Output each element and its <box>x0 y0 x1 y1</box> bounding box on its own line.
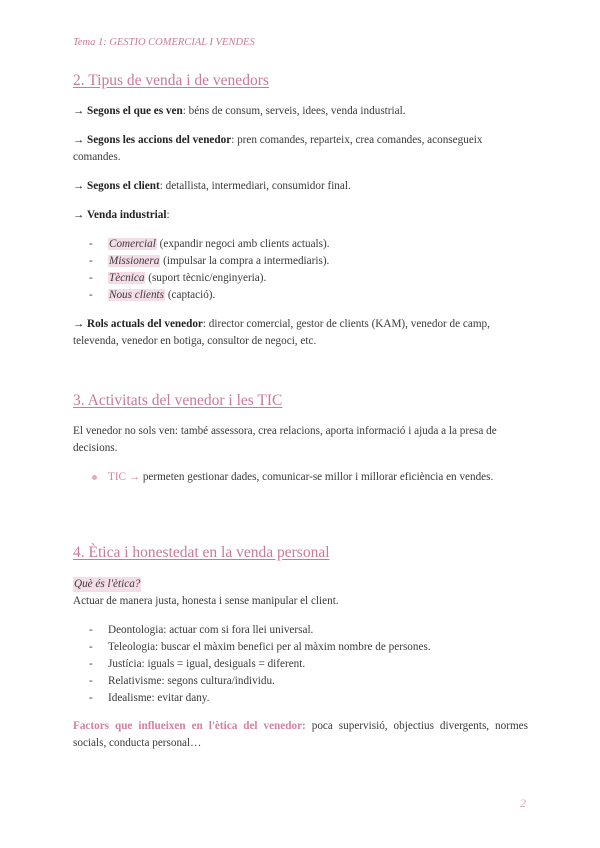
arrow-icon: → <box>73 318 85 330</box>
ethics-theories-list <box>89 622 529 707</box>
definition: : pren comandes, reparteix, crea comandes, aconsegueix comandes. <box>73 134 483 163</box>
list-item-text: (expandir negoci amb clients actuals). <box>156 238 330 250</box>
list-item-text: permeten gestionar dades, comunicar-se millor i millorar eficiència en vendes. <box>140 471 494 483</box>
list-item-text: (captació). <box>165 289 216 301</box>
section-3-intro: El venedor no sols ven: també assessora, crea relacions, aporta informació i ajuda a la presa de decisions. <box>73 425 497 454</box>
list-item: - Idealisme: evitar dany. <box>89 690 529 707</box>
term: Segons el client <box>86 180 160 192</box>
term: Segons el que es ven <box>86 105 183 117</box>
highlighted-term: Comercial <box>109 238 156 250</box>
arrow-icon: → <box>73 180 85 192</box>
term: Venda industrial <box>86 209 167 221</box>
paragraph-segons-que-es-ven <box>73 103 528 120</box>
paragraph-segons-accions <box>73 132 528 166</box>
list-item <box>89 270 529 287</box>
list-item <box>89 287 529 304</box>
running-header: Tema 1: GESTIO COMERCIAL I VENDES <box>73 37 255 48</box>
section-2-heading: 2. Tipus de venda i de venedors <box>73 72 269 89</box>
list-item: - Justícia: iguals = igual, desiguals = diferent. <box>89 656 529 673</box>
list-item <box>89 253 529 270</box>
list-item-text: (suport tècnic/enginyeria). <box>145 272 267 284</box>
definition: : detallista, intermediari, consumidor final. <box>159 180 351 192</box>
page-number: 2 <box>520 796 526 810</box>
list-item-text: (impulsar la compra a intermediaris). <box>160 255 330 267</box>
factors-text: poca supervisió, objectius divergents, normes socials, conducta personal… <box>73 720 528 749</box>
arrow-icon: → <box>73 134 85 146</box>
tic-bullet-list <box>92 469 502 486</box>
highlighted-term: Missionera <box>109 255 160 267</box>
highlighted-term: Nous clients <box>109 289 165 301</box>
factors-heading: Factors que influeixen en l'ètica del venedor: <box>73 720 306 732</box>
term: Rols actuals del venedor <box>86 318 203 330</box>
list-item: - Relativisme: segons cultura/individu. <box>89 673 529 690</box>
section-3-heading: 3. Activitats del venedor i les TIC <box>73 392 283 409</box>
highlighted-term: Tècnica <box>109 272 145 284</box>
ethics-factors-paragraph <box>73 718 528 752</box>
paragraph-rols-actuals <box>73 316 528 350</box>
term: Segons les accions del venedor <box>86 134 232 146</box>
highlighted-term: TIC → <box>108 471 141 483</box>
industrial-types-list <box>89 236 529 304</box>
ethics-question: Què és l'ètica? <box>74 578 141 590</box>
arrow-icon: → <box>73 105 85 117</box>
paragraph-venda-industrial <box>73 207 528 224</box>
list-item <box>92 469 502 486</box>
section-4-heading: 4. Ètica i honestedat en la venda personal <box>73 544 330 561</box>
ethics-answer: Actuar de manera justa, honesta i sense manipular el client. <box>73 595 339 607</box>
list-item <box>89 236 529 253</box>
definition: : director comercial, gestor de clients (KAM), venedor de camp, televenda, venedor en botiga, consultor de negoci, etc. <box>73 318 490 347</box>
list-item: - Deontologia: actuar com si fora llei universal. <box>89 622 529 639</box>
definition: : <box>166 209 170 221</box>
definition: : béns de consum, serveis, idees, venda industrial. <box>182 105 406 117</box>
arrow-icon: → <box>73 209 85 221</box>
list-item: - Teleologia: buscar el màxim benefici per al màxim nombre de persones. <box>89 639 529 656</box>
paragraph-segons-client <box>73 178 528 195</box>
